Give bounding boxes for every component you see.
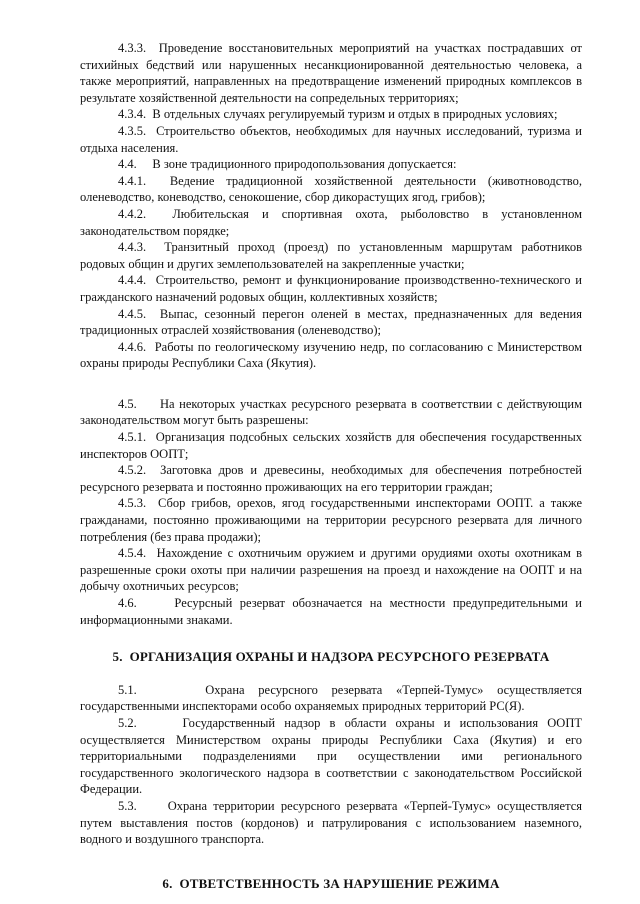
paragraph-5-2: 5.2. Государственный надзор в области охраны и использования ООПТ осуществляется Министерством охраны природы Республики Саха (Якутия) и его территориальными подразделениями при осуществлении ими регионального государственного экологического надзора в соответствии с законодательством Российской Федерации. [80,715,582,797]
paragraph-4-6: 4.6. Ресурсный резерват обозначается на местности предупредительными и информационными знаками. [80,596,582,627]
paragraph-4-3-4: 4.3.4. В отдельных случаях регулируемый туризм и отдых в природных условиях; [118,107,558,122]
paragraph-4-4-1: 4.4.1. Ведение традиционной хозяйственной деятельности (животноводство, оленеводство, коневодство, сенокошение, сбор дикорастущих ягод, грибов); [80,173,582,205]
paragraph-4-4: 4.4. В зоне традиционного природопользования допускается: [118,157,457,172]
section-5-heading: 5. ОРГАНИЗАЦИЯ ОХРАНЫ И НАДЗОРА РЕСУРСНОГО РЕЗЕРВАТА [112,649,550,665]
paragraph-4-3-3: 4.3.3. Проведение восстановительных мероприятий на участках пострадавших от стихийных бедствий или нарушенных несанкционированной деятельностью человека, а также мероприятий, направленных на предотвращение изменений природных комплексов в результате хозяйственной деятельности на сопредельных территориях; [80,41,582,105]
paragraph-4-4-2: 4.4.2. Любительская и спортивная охота, рыболовство в установленном законодательством порядке; [80,206,582,238]
paragraph-4-5: 4.5. На некоторых участках ресурсного резервата в соответствии с действующим законодательством могут быть разрешены: [80,396,582,428]
paragraph-4-5-2: 4.5.2. Заготовка дров и древесины, необходимых для обеспечения потребностей ресурсного резервата и постоянно проживающих на его территории граждан; [80,463,582,494]
section-6-heading: 6. ОТВЕТСТВЕННОСТЬ ЗА НАРУШЕНИЕ РЕЖИМА [162,875,500,891]
paragraph-4-4-5: 4.4.5. Выпас, сезонный перегон оленей в местах, предназначенных для ведения традиционных отраслей хозяйствования (оленеводство); [80,306,582,338]
paragraph-4-5-1: 4.5.1. Организация подсобных сельских хозяйств для обеспечения государственных инспекторов ООПТ; [80,430,582,461]
paragraph-4-4-3: 4.4.3. Транзитный проход (проезд) по установленным маршрутам работников родовых общин и других землепользователей на закрепленные участки; [80,240,582,271]
paragraph-4-4-4: 4.4.4. Строительство, ремонт и функционирование производственно-технического и гражданского назначений родовых общин, коллективных хозяйств; [80,273,582,304]
paragraph-5-1: 5.1. Охрана ресурсного резервата «Терпей-Тумус» осуществляется государственными инспекторами особо охраняемых природных территорий РС(Я). [80,682,582,714]
paragraph-4-5-4: 4.5.4. Нахождение с охотничьим оружием и другими орудиями охоты охотникам в разрешенные сроки охоты при наличии разрешения на проезд и нахождение на ООПТ и на добычу охотничьих ресурсов; [80,546,582,594]
paragraph-4-3-5: 4.3.5. Строительство объектов, необходимых для научных исследований, туризма и отдыха населения. [80,123,582,155]
paragraph-4-5-3: 4.5.3. Сбор грибов, орехов, ягод государственными инспекторами ООПТ. а также гражданами, постоянно проживающими на территории ресурсного резервата для личного потребления (без права продажи); [80,496,582,544]
paragraph-gap [80,372,582,396]
paragraph-4-4-6: 4.4.6. Работы по геологическому изучению недр, по согласованию с Министерством охраны природы Республики Саха (Якутия). [80,339,582,371]
document-page [80,40,582,892]
paragraph-5-3: 5.3. Охрана территории ресурсного резервата «Терпей-Тумус» осуществляется путем выставления постов (кордонов) и патрулирования с использованием наземного, водного и воздушного транспорта. [80,798,582,847]
